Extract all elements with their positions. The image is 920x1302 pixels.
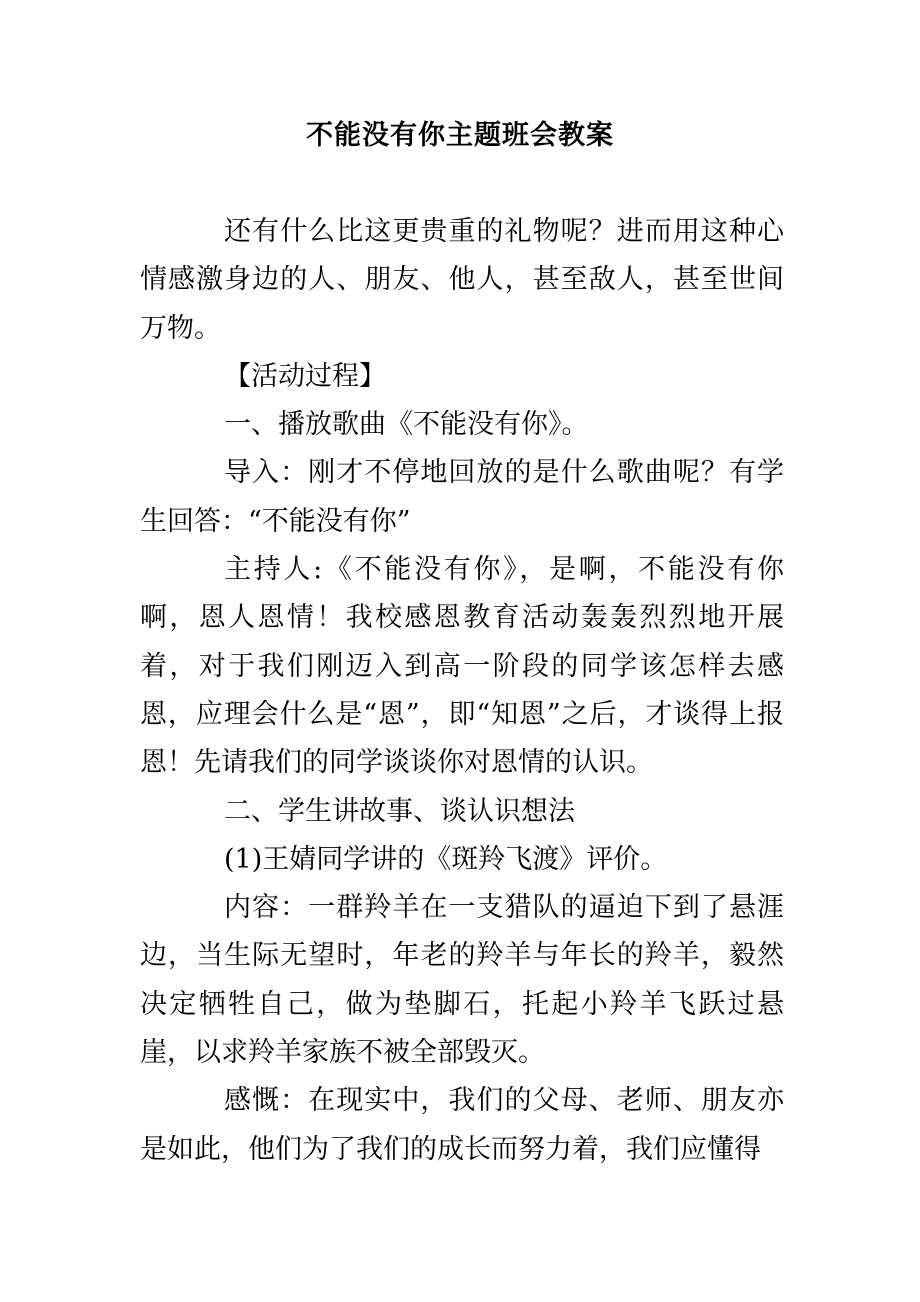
paragraph-section-two: 二、学生讲故事、谈认识想法 bbox=[224, 795, 575, 827]
paragraph-reflection: 感慨：在现实中，我们的父母、老师、朋友亦是如此，他们为了我们的成长而努力着，我们应懂得 bbox=[140, 1085, 784, 1165]
paragraph-activity-heading: 【活动过程】 bbox=[224, 360, 386, 392]
document-title: 不能没有你主题班会教案 bbox=[306, 120, 614, 151]
paragraph-story-review: (1)王婧同学讲的《斑羚飞渡》评价。 bbox=[224, 843, 668, 875]
paragraph-intro: 还有什么比这更贵重的礼物呢？进而用这种心情感激身边的人、朋友、他人，甚至敌人，甚至世间万物。 bbox=[140, 216, 784, 344]
paragraph-host: 主持人:《不能没有你》，是啊，不能没有你啊，恩人恩情！我校感恩教育活动轰轰烈烈地开展着，对于我们刚迈入到高一阶段的同学该怎样去感恩，应理会什么是“恩”，即“知恩”之后，才谈得上报恩！先请我们的同学谈谈你对恩情的认识。 bbox=[140, 554, 784, 779]
paragraph-introduction: 导入：刚才不停地回放的是什么歌曲呢？有学生回答：“不能没有你” bbox=[140, 457, 784, 537]
paragraph-story-content: 内容：一群羚羊在一支猎队的逼迫下到了悬涯边，当生际无望时，年老的羚羊与年长的羚羊，毅然决定牺牲自己，做为垫脚石，托起小羚羊飞跃过悬崖，以求羚羊家族不被全部毁灭。 bbox=[140, 892, 784, 1069]
paragraph-section-one: 一、播放歌曲《不能没有你》。 bbox=[224, 409, 589, 441]
document-body bbox=[140, 208, 784, 1174]
